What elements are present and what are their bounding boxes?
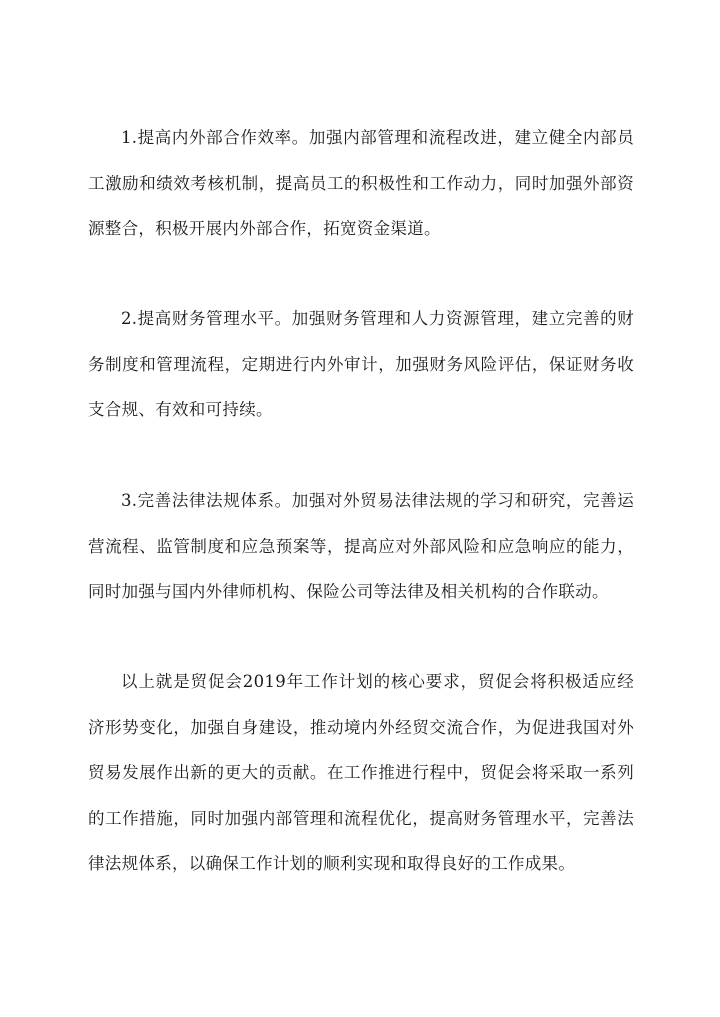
paragraph-financial-management: 2.提高财务管理水平。加强财务管理和人力资源管理，建立完善的财务制度和管理流程，定期进行内外审计，加强财务风险评估，保证财务收支合规、有效和可持续。 [88,309,634,419]
paragraph-conclusion: 以上就是贸促会2019年工作计划的核心要求，贸促会将积极适应经济形势变化，加强自身建设，推动境内外经贸交流合作，为促进我国对外贸易发展作出新的更大的贡献。在工作推进行程中，贸促会将采取一系列的工作措施，同时加强内部管理和流程优化，提高财务管理水平，完善法律法规体系，以确保工作计划的顺利实现和取得良好的工作成果。 [88,672,634,873]
paragraph-internal-external-cooperation: 1.提高内外部合作效率。加强内部管理和流程改进，建立健全内部员工激励和绩效考核机制，提高员工的积极性和工作动力，同时加强外部资源整合，积极开展内外部合作，拓宽资金渠道。 [88,128,634,238]
paragraph-legal-system: 3.完善法律法规体系。加强对外贸易法律法规的学习和研究，完善运营流程、监管制度和应急预案等，提高应对外部风险和应急响应的能力，同时加强与国内外律师机构、保险公司等法律及相关机构的合作联动。 [88,491,634,601]
